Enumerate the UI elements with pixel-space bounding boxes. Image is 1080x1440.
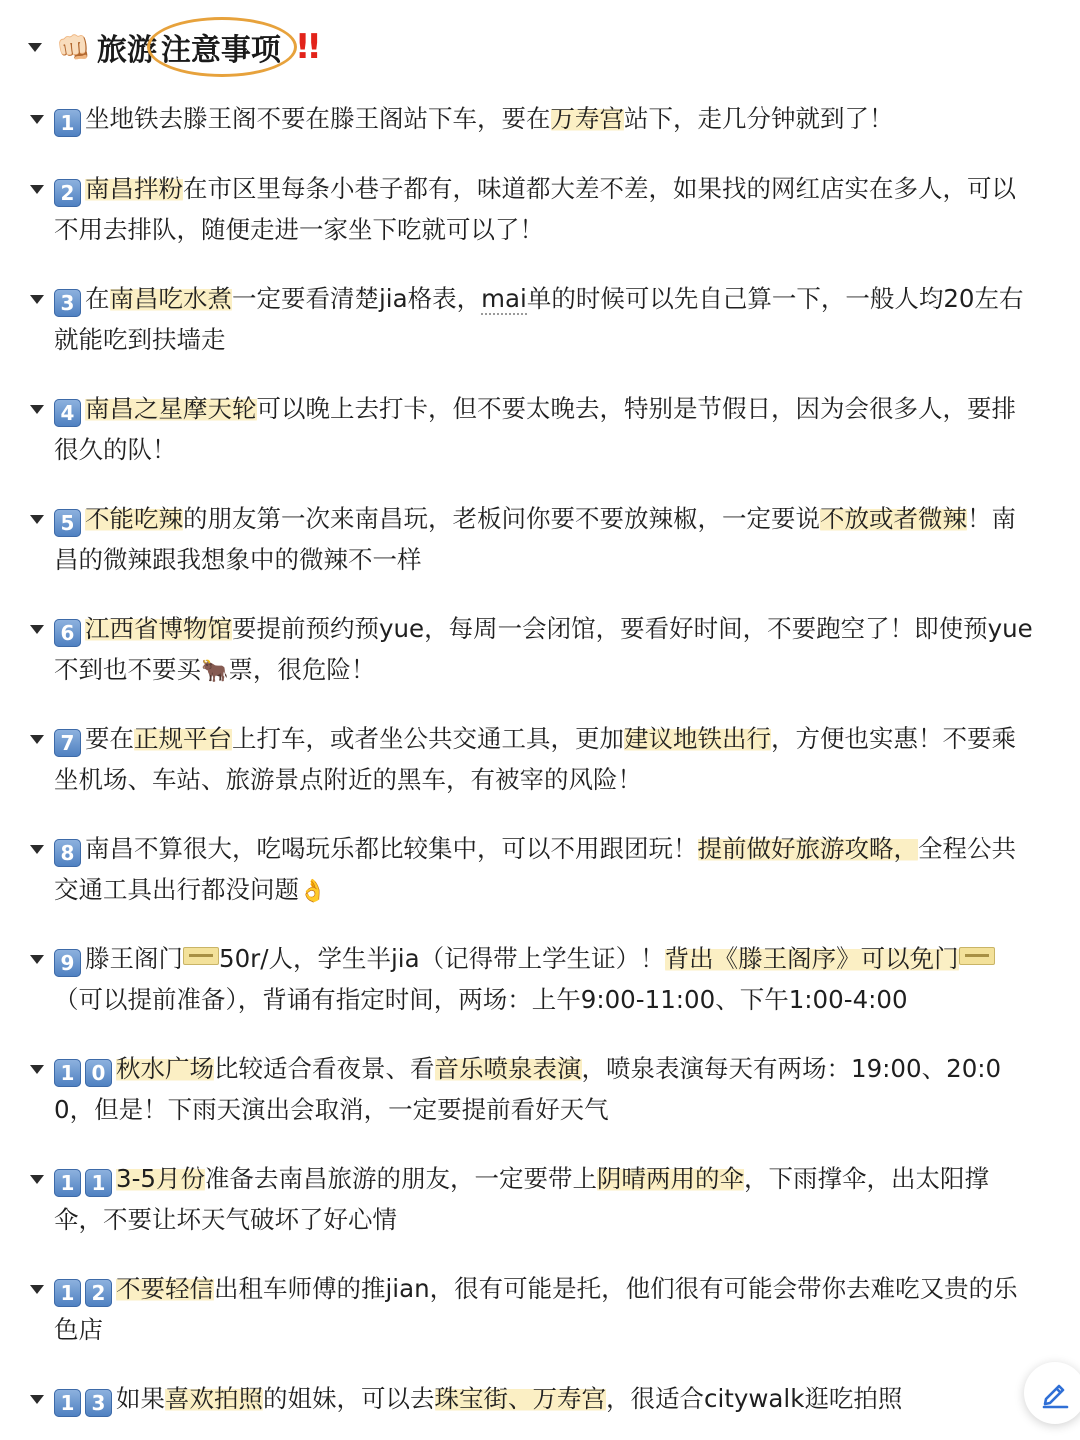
text-segment: 的朋友第一次来南昌玩，老板问你要不要放辣椒，一定要说 [183, 504, 820, 533]
tip-item-10 [28, 1048, 1038, 1130]
tip-item-11 [28, 1158, 1038, 1240]
highlighted-text: 不能吃辣 [85, 504, 183, 533]
keycap-number-icon: 1 [85, 1169, 112, 1197]
collapse-caret-icon[interactable] [30, 735, 44, 744]
keycap-number-icon: 1 [54, 1059, 81, 1087]
keycap-number-icon: 6 [54, 619, 81, 647]
pencil-icon [1039, 1377, 1071, 1409]
keycap-number-icon: 1 [54, 1389, 81, 1417]
tip-item-12 [28, 1268, 1038, 1350]
tip-text [54, 718, 1038, 800]
tip-item-4 [28, 388, 1038, 470]
text-segment: （可以提前准备），背诵有指定时间，两场：上午9:00-11:00、下午1:00-4:00 [54, 985, 908, 1014]
text-segment: ，方便也实惠！不要乘坐机场、车站、旅游景点附近的黑车，有被宰的风险！ [54, 724, 1016, 794]
highlighted-text: 万寿宫 [550, 104, 624, 133]
keycap-number-icon: 1 [54, 109, 81, 137]
collapse-caret-icon[interactable] [28, 43, 42, 52]
text-segment: ，喷泉表演每天有两场：19:00、20:00，但是！下雨天演出会取消，一定要提前看好天气 [54, 1054, 1002, 1124]
tip-item-8 [28, 828, 1038, 912]
ticket-icon [183, 947, 219, 965]
text-segment: 一定要看清楚jia格表， [232, 284, 482, 313]
title-circled-text: 注意事项 [157, 25, 285, 69]
tip-item-13 [28, 1378, 1038, 1419]
collapse-caret-icon[interactable] [30, 1285, 44, 1294]
keycap-number-icon: 3 [54, 289, 81, 317]
keycap-number-icon: 7 [54, 729, 81, 757]
text-segment: 如果 [116, 1384, 165, 1413]
text-segment: 站下，走几分钟就到了！ [624, 104, 894, 133]
text-segment: 单的时候可以先自己算一下，一般人均20左右就能吃到扶墙走 [54, 284, 1024, 354]
keycap-number-icon: 1 [54, 1279, 81, 1307]
collapse-caret-icon[interactable] [30, 1395, 44, 1404]
title-prefix: 旅游 [96, 33, 157, 68]
collapse-caret-icon[interactable] [30, 1175, 44, 1184]
text-segment: ，下雨撑伞，出太阳撑伞，不要让坏天气破坏了好心情 [54, 1164, 990, 1234]
text-segment: 50r/人，学生半jia（记得带上学生证）！ [219, 944, 665, 973]
text-segment: 南昌不算很大，吃喝玩乐都比较集中，可以不用跟团玩！ [85, 834, 698, 863]
highlighted-text: 不放或者微辣 [820, 504, 967, 533]
highlighted-text: 南昌吃水煮 [109, 284, 232, 313]
tip-text [54, 828, 1038, 912]
tip-text [54, 498, 1038, 580]
keycap-number-icon: 2 [85, 1279, 112, 1307]
collapse-caret-icon[interactable] [30, 625, 44, 634]
text-segment: 票，很危险！ [228, 655, 376, 684]
page-title [97, 25, 285, 69]
highlighted-text: 秋水广场 [116, 1054, 214, 1083]
collapse-caret-icon[interactable] [30, 515, 44, 524]
text-segment: 准备去南昌旅游的朋友，一定要带上 [205, 1164, 598, 1193]
highlighted-text: 音乐喷泉表演 [434, 1054, 582, 1083]
emoji-icon: 🐂 [201, 659, 229, 684]
collapse-caret-icon[interactable] [30, 1065, 44, 1074]
tip-text [54, 1048, 1038, 1130]
collapse-caret-icon[interactable] [30, 295, 44, 304]
highlighted-text: 珠宝街、万寿宫 [434, 1384, 606, 1413]
tip-item-7 [28, 718, 1038, 800]
text-segment: 上打车，或者坐公共交通工具，更加 [232, 724, 624, 753]
highlighted-text: 喜欢拍照 [165, 1384, 263, 1413]
highlighted-text: 提前做好旅游攻略， [697, 834, 918, 863]
text-segment: 比较适合看夜景、看 [214, 1054, 435, 1083]
double-exclamation-icon: !! [294, 27, 318, 67]
tip-item-1 [28, 98, 1038, 139]
highlighted-text: 3-5月份 [116, 1164, 206, 1193]
dotted-underline-text: mai [481, 284, 527, 313]
text-segment: 在市区里每条小巷子都有，味道都大差不差，如果找的网红店实在多人，可以不用去排队，随便走进一家坐下吃就可以了！ [54, 174, 1016, 244]
fist-emoji-icon: 👊🏻 [56, 30, 91, 64]
tip-text [54, 1378, 1038, 1419]
collapse-caret-icon[interactable] [30, 405, 44, 414]
tip-item-9 [28, 938, 1038, 1020]
collapse-caret-icon[interactable] [30, 955, 44, 964]
text-segment: 要在 [85, 724, 134, 753]
edit-button[interactable] [1024, 1362, 1080, 1424]
keycap-number-icon: 0 [85, 1059, 112, 1087]
text-segment: ！南昌的微辣跟我想象中的微辣不一样 [54, 504, 1016, 574]
highlighted-text: 江西省博物馆 [85, 614, 232, 643]
highlighted-text: 南昌之星摩天轮 [85, 394, 257, 423]
text-segment: 可以晚上去打卡，但不要太晚去，特别是节假日，因为会很多人，要排很久的队！ [54, 394, 1016, 464]
highlighted-text: 建议地铁出行 [624, 724, 771, 753]
highlighted-text: 背出《滕王阁序》可以免门 [664, 944, 959, 973]
text-segment: 的姐妹，可以去 [263, 1384, 435, 1413]
keycap-number-icon: 1 [54, 1169, 81, 1197]
tip-item-3 [28, 278, 1038, 360]
tip-text [54, 388, 1038, 470]
text-segment: 要提前预约预yue，每周一会闭馆，要看好时间，不要跑空了！即使预yue不到也不要买 [54, 614, 1033, 684]
tip-text [54, 168, 1038, 250]
highlighted-text: 正规平台 [134, 724, 232, 753]
tip-item-6 [28, 608, 1038, 692]
highlighted-text: 不要轻信 [116, 1274, 214, 1303]
text-segment: 出租车师傅的推jian，很有可能是托，他们很有可能会带你去难吃又贵的乐色店 [54, 1274, 1018, 1344]
tip-text [54, 98, 1038, 139]
keycap-number-icon: 4 [54, 399, 81, 427]
collapse-caret-icon[interactable] [30, 185, 44, 194]
text-segment: 坐地铁去滕王阁不要在滕王阁站下车，要在 [85, 104, 551, 133]
collapse-caret-icon[interactable] [30, 115, 44, 124]
keycap-number-icon: 9 [54, 949, 81, 977]
highlighted-text: 阴晴两用的伞 [597, 1164, 745, 1193]
text-segment: 滕王阁门 [85, 944, 183, 973]
keycap-number-icon: 2 [54, 179, 81, 207]
tip-text [54, 1158, 1038, 1240]
highlighted-text: 南昌拌粉 [85, 174, 183, 203]
title-row [28, 22, 318, 72]
tip-text [54, 278, 1038, 360]
ticket-icon [959, 947, 995, 965]
text-segment: ，很适合citywalk逛吃拍照 [606, 1384, 903, 1413]
tip-text [54, 1268, 1038, 1350]
collapse-caret-icon[interactable] [30, 845, 44, 854]
tip-text [54, 938, 1038, 1020]
emoji-icon: 👌 [299, 879, 327, 904]
tip-item-2 [28, 168, 1038, 250]
keycap-number-icon: 5 [54, 509, 81, 537]
text-segment: 在 [85, 284, 110, 313]
tip-item-5 [28, 498, 1038, 580]
keycap-number-icon: 8 [54, 839, 81, 867]
tip-text [54, 608, 1038, 692]
keycap-number-icon: 3 [85, 1389, 112, 1417]
text-segment: 全程公共交通工具出行都没问题 [54, 834, 1016, 904]
